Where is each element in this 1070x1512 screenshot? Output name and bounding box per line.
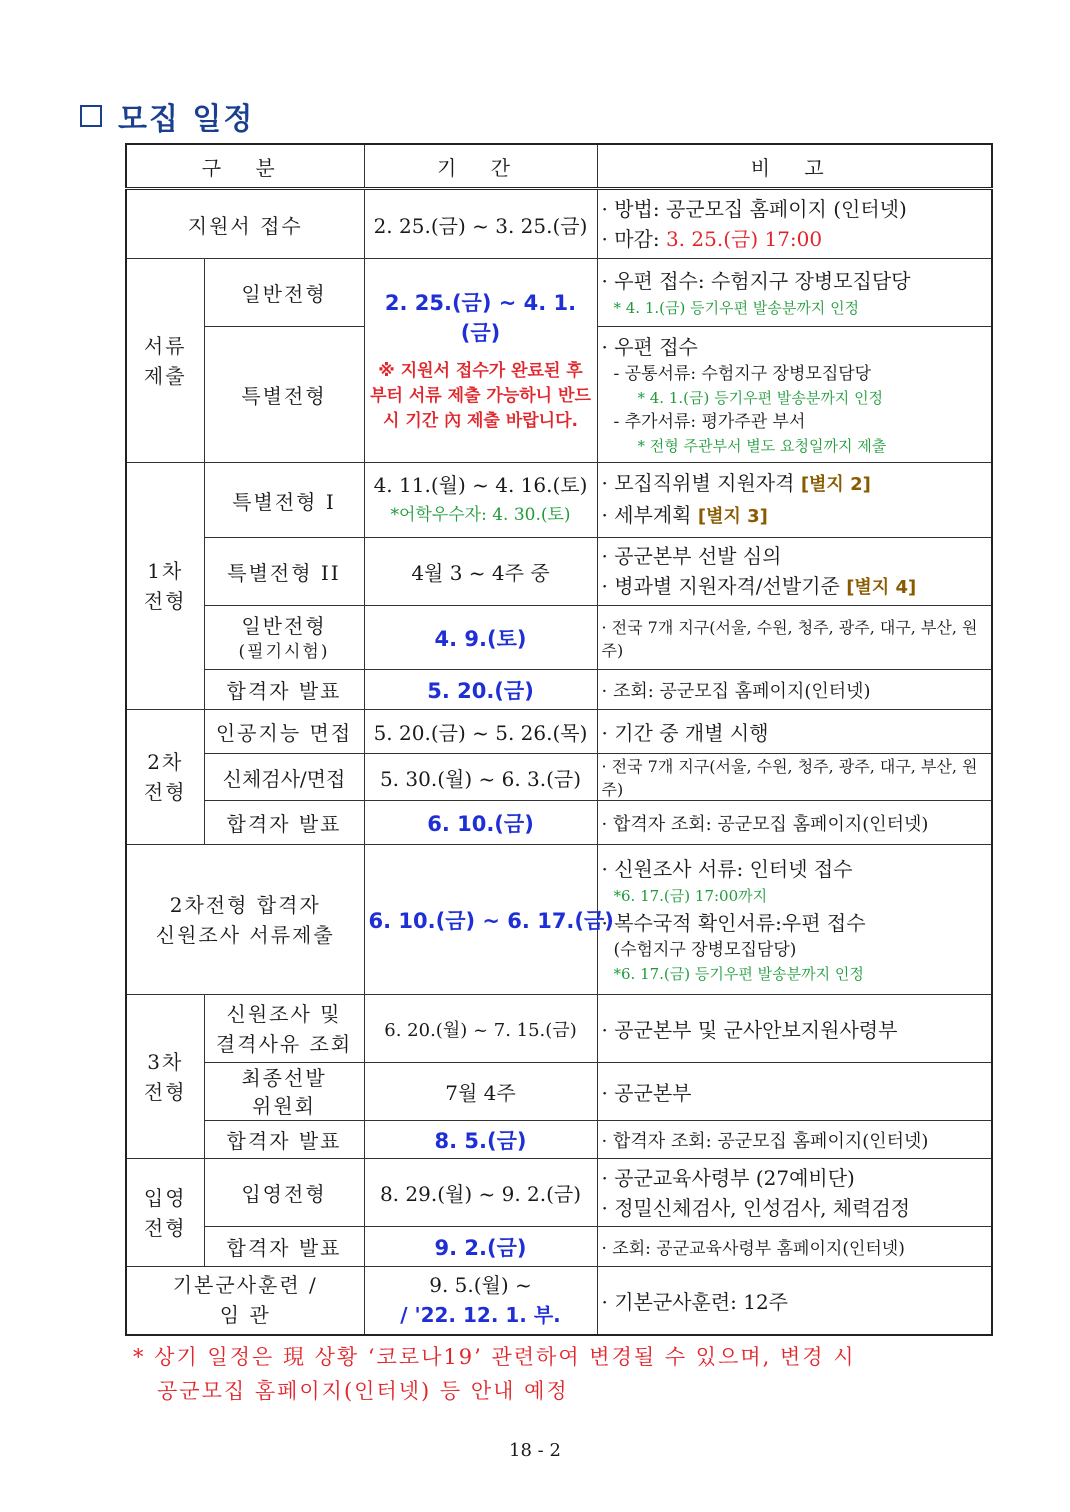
note-cell <box>597 463 992 538</box>
note-cell: · 전국 7개 지구(서울, 수원, 청주, 광주, 대구, 부산, 원주) <box>597 606 992 670</box>
page-number: 18 - 2 <box>509 1440 561 1461</box>
subcategory-cell: 합격자 발표 <box>204 670 364 710</box>
note-line: · 병과별 지원자격/선발기준 [별지 4] <box>601 573 917 598</box>
period-cell: 2. 25.(금) ~ 3. 25.(금) <box>364 189 597 259</box>
note-line: · 우편 접수: 수험지구 장병모집담당 <box>601 268 911 293</box>
note-subline: * 4. 1.(금) 등기우편 발송분까지 인정 <box>613 298 860 317</box>
note-cell <box>597 327 992 463</box>
note-subline: *6. 17.(금) 17:00까지 <box>613 886 768 905</box>
section-title: 모집 일정 <box>118 102 255 137</box>
table-row <box>126 1267 992 1335</box>
table-row <box>126 845 992 995</box>
table-header-row <box>126 144 992 189</box>
footnote <box>133 1340 993 1408</box>
note-subline: - 추가서류: 평가주관 부서 <box>613 411 806 432</box>
period-cell <box>364 463 597 538</box>
note-line: · 공군본부 선발 심의 <box>601 543 782 568</box>
note-line: · 복수국적 확인서류:우편 접수 <box>601 910 866 935</box>
note-cell: · 조회: 공군교육사령부 홈페이지(인터넷) <box>597 1227 992 1267</box>
schedule-table <box>125 143 993 1336</box>
note-cell: · 합격자 조회: 공군모집 홈페이지(인터넷) <box>597 801 992 845</box>
table-row <box>126 801 992 845</box>
note-cell: · 기간 중 개별 시행 <box>597 710 992 754</box>
appendix-tag: [별지 4] <box>846 576 917 598</box>
period-cell: 5. 20.(금) ~ 5. 26.(목) <box>364 710 597 754</box>
header-period: 기 간 <box>364 144 597 189</box>
subcategory-cell: 합격자 발표 <box>204 801 364 845</box>
table-row <box>126 710 992 754</box>
footnote-line: * 상기 일정은 現 상황 ‘코로나19’ 관련하여 변경될 수 있으며, 변경 시 <box>133 1345 856 1369</box>
note-subline: - 공통서류: 수험지구 장병모집담당 <box>613 363 872 384</box>
subcategory-cell: 특별전형 II <box>204 538 364 606</box>
note-cell: · 공군본부 및 군사안보지원사령부 <box>597 995 992 1063</box>
note-subline: (수험지구 장병모집담당) <box>613 939 797 960</box>
period-cell: 5. 30.(월) ~ 6. 3.(금) <box>364 754 597 801</box>
category-cell: 입영 전형 <box>126 1159 204 1267</box>
header-note: 비 고 <box>597 144 992 189</box>
period-warning: ※ 지원서 접수가 완료된 후 부터 서류 제출 가능하니 반드시 기간 內 제출 바랍니다. <box>370 361 591 431</box>
period-cell <box>364 1227 597 1267</box>
table-row <box>126 538 992 606</box>
subcategory-cell: 합격자 발표 <box>204 1227 364 1267</box>
note-cell: · 전국 7개 지구(서울, 수원, 청주, 광주, 대구, 부산, 원주) <box>597 754 992 801</box>
table-row <box>126 1121 992 1159</box>
subcategory-cell: 입영전형 <box>204 1159 364 1227</box>
category-cell: 2차전형 합격자 신원조사 서류제출 <box>126 845 364 995</box>
note-line: · 신원조사 서류: 인터넷 접수 <box>601 856 853 881</box>
table-row <box>126 189 992 259</box>
period-cell <box>364 259 597 463</box>
header-category: 구 분 <box>126 144 364 189</box>
table-row <box>126 1063 992 1121</box>
period-cell: 4월 3 ~ 4주 중 <box>364 538 597 606</box>
section-heading <box>80 94 254 138</box>
deadline-text: 3. 25.(금) 17:00 <box>665 227 823 251</box>
checkbox-icon <box>80 105 102 127</box>
note-cell <box>597 538 992 606</box>
period-highlight: / '22. 12. 1. 부. <box>400 1303 561 1328</box>
period-highlight: 5. 20.(금) <box>427 678 534 703</box>
table-row <box>126 995 992 1063</box>
category-cell: 지원서 접수 <box>126 189 364 259</box>
subcategory-cell: 신원조사 및 결격사유 조회 <box>204 995 364 1063</box>
period-highlight: 4. 9.(토) <box>434 626 527 651</box>
note-line: · 방법: 공군모집 홈페이지 (인터넷) <box>601 197 907 221</box>
footnote-line: 공군모집 홈페이지(인터넷) 등 안내 예정 <box>157 1379 569 1403</box>
category-cell: 3차 전형 <box>126 995 204 1159</box>
period-highlight: 8. 5.(금) <box>434 1128 527 1153</box>
note-subline: * 전형 주관부서 별도 요청일까지 제출 <box>637 436 887 455</box>
period-highlight: 2. 25.(금) ~ 4. 1.(금) <box>384 291 577 345</box>
category-cell: 1차 전형 <box>126 463 204 710</box>
subcategory-cell: 특별전형 I <box>204 463 364 538</box>
note-subline: *6. 17.(금) 등기우편 발송분까지 인정 <box>613 964 864 983</box>
subcategory-cell: 신체검사/면접 <box>204 754 364 801</box>
period-cell <box>364 670 597 710</box>
period-cell <box>364 1121 597 1159</box>
subcategory-cell: 특별전형 <box>204 327 364 463</box>
subcategory-cell: 합격자 발표 <box>204 1121 364 1159</box>
period-cell <box>364 845 614 995</box>
note-line: · 정밀신체검사, 인성검사, 체력검정 <box>601 1195 911 1220</box>
table-row <box>126 1159 992 1227</box>
period-line: *어학우수자: 4. 30.(토) <box>390 505 571 525</box>
subcategory-cell: 최종선발 위원회 <box>204 1063 364 1121</box>
appendix-tag: [별지 2] <box>800 474 871 495</box>
note-cell: · 공군본부 <box>597 1063 992 1121</box>
period-cell: 9. 5.(월) ~ / '22. 12. 1. 부. <box>364 1267 597 1335</box>
note-cell <box>597 845 992 995</box>
table-row <box>126 463 992 538</box>
note-line: · 우편 접수 <box>601 334 698 359</box>
note-line: · 세부계획 [별지 3] <box>601 503 768 527</box>
note-line: · 공군교육사령부 (27예비단) <box>601 1165 855 1190</box>
period-cell <box>364 606 597 670</box>
subcategory-cell: 인공지능 면접 <box>204 710 364 754</box>
table-row <box>126 670 992 710</box>
category-cell: 서류 제출 <box>126 259 204 463</box>
table-row <box>126 259 992 327</box>
subcategory-cell: 일반전형 <box>204 259 364 327</box>
period-cell: 7월 4주 <box>364 1063 597 1121</box>
note-cell: · 기본군사훈련: 12주 <box>597 1267 992 1335</box>
period-cell: 8. 29.(월) ~ 9. 2.(금) <box>364 1159 597 1227</box>
note-cell <box>597 1159 992 1227</box>
note-line: · 마감: 3. 25.(금) 17:00 <box>601 227 823 251</box>
note-cell <box>597 189 992 259</box>
table-row <box>126 1227 992 1267</box>
note-cell <box>597 259 992 327</box>
category-cell: 2차 전형 <box>126 710 204 845</box>
period-cell <box>364 801 597 845</box>
period-cell: 6. 20.(월) ~ 7. 15.(금) <box>364 995 597 1063</box>
period-line: 4. 11.(월) ~ 4. 16.(토) <box>373 473 588 497</box>
appendix-tag: [별지 3] <box>697 506 768 527</box>
table-row <box>126 606 992 670</box>
table-row <box>126 754 992 801</box>
note-line: · 모집직위별 지원자격 [별지 2] <box>601 471 871 495</box>
note-cell: · 조회: 공군모집 홈페이지(인터넷) <box>597 670 992 710</box>
subcategory-cell: 일반전형 (필기시험) <box>204 606 364 670</box>
period-highlight: 6. 10.(금) <box>427 811 534 836</box>
note-cell: · 합격자 조회: 공군모집 홈페이지(인터넷) <box>597 1121 992 1159</box>
note-subline: * 4. 1.(금) 등기우편 발송분까지 인정 <box>637 388 884 407</box>
category-cell: 기본군사훈련 / 임 관 <box>126 1267 364 1335</box>
period-highlight: 6. 10.(금) ~ 6. 17.(금) <box>368 908 614 933</box>
period-highlight: 9. 2.(금) <box>434 1235 527 1260</box>
